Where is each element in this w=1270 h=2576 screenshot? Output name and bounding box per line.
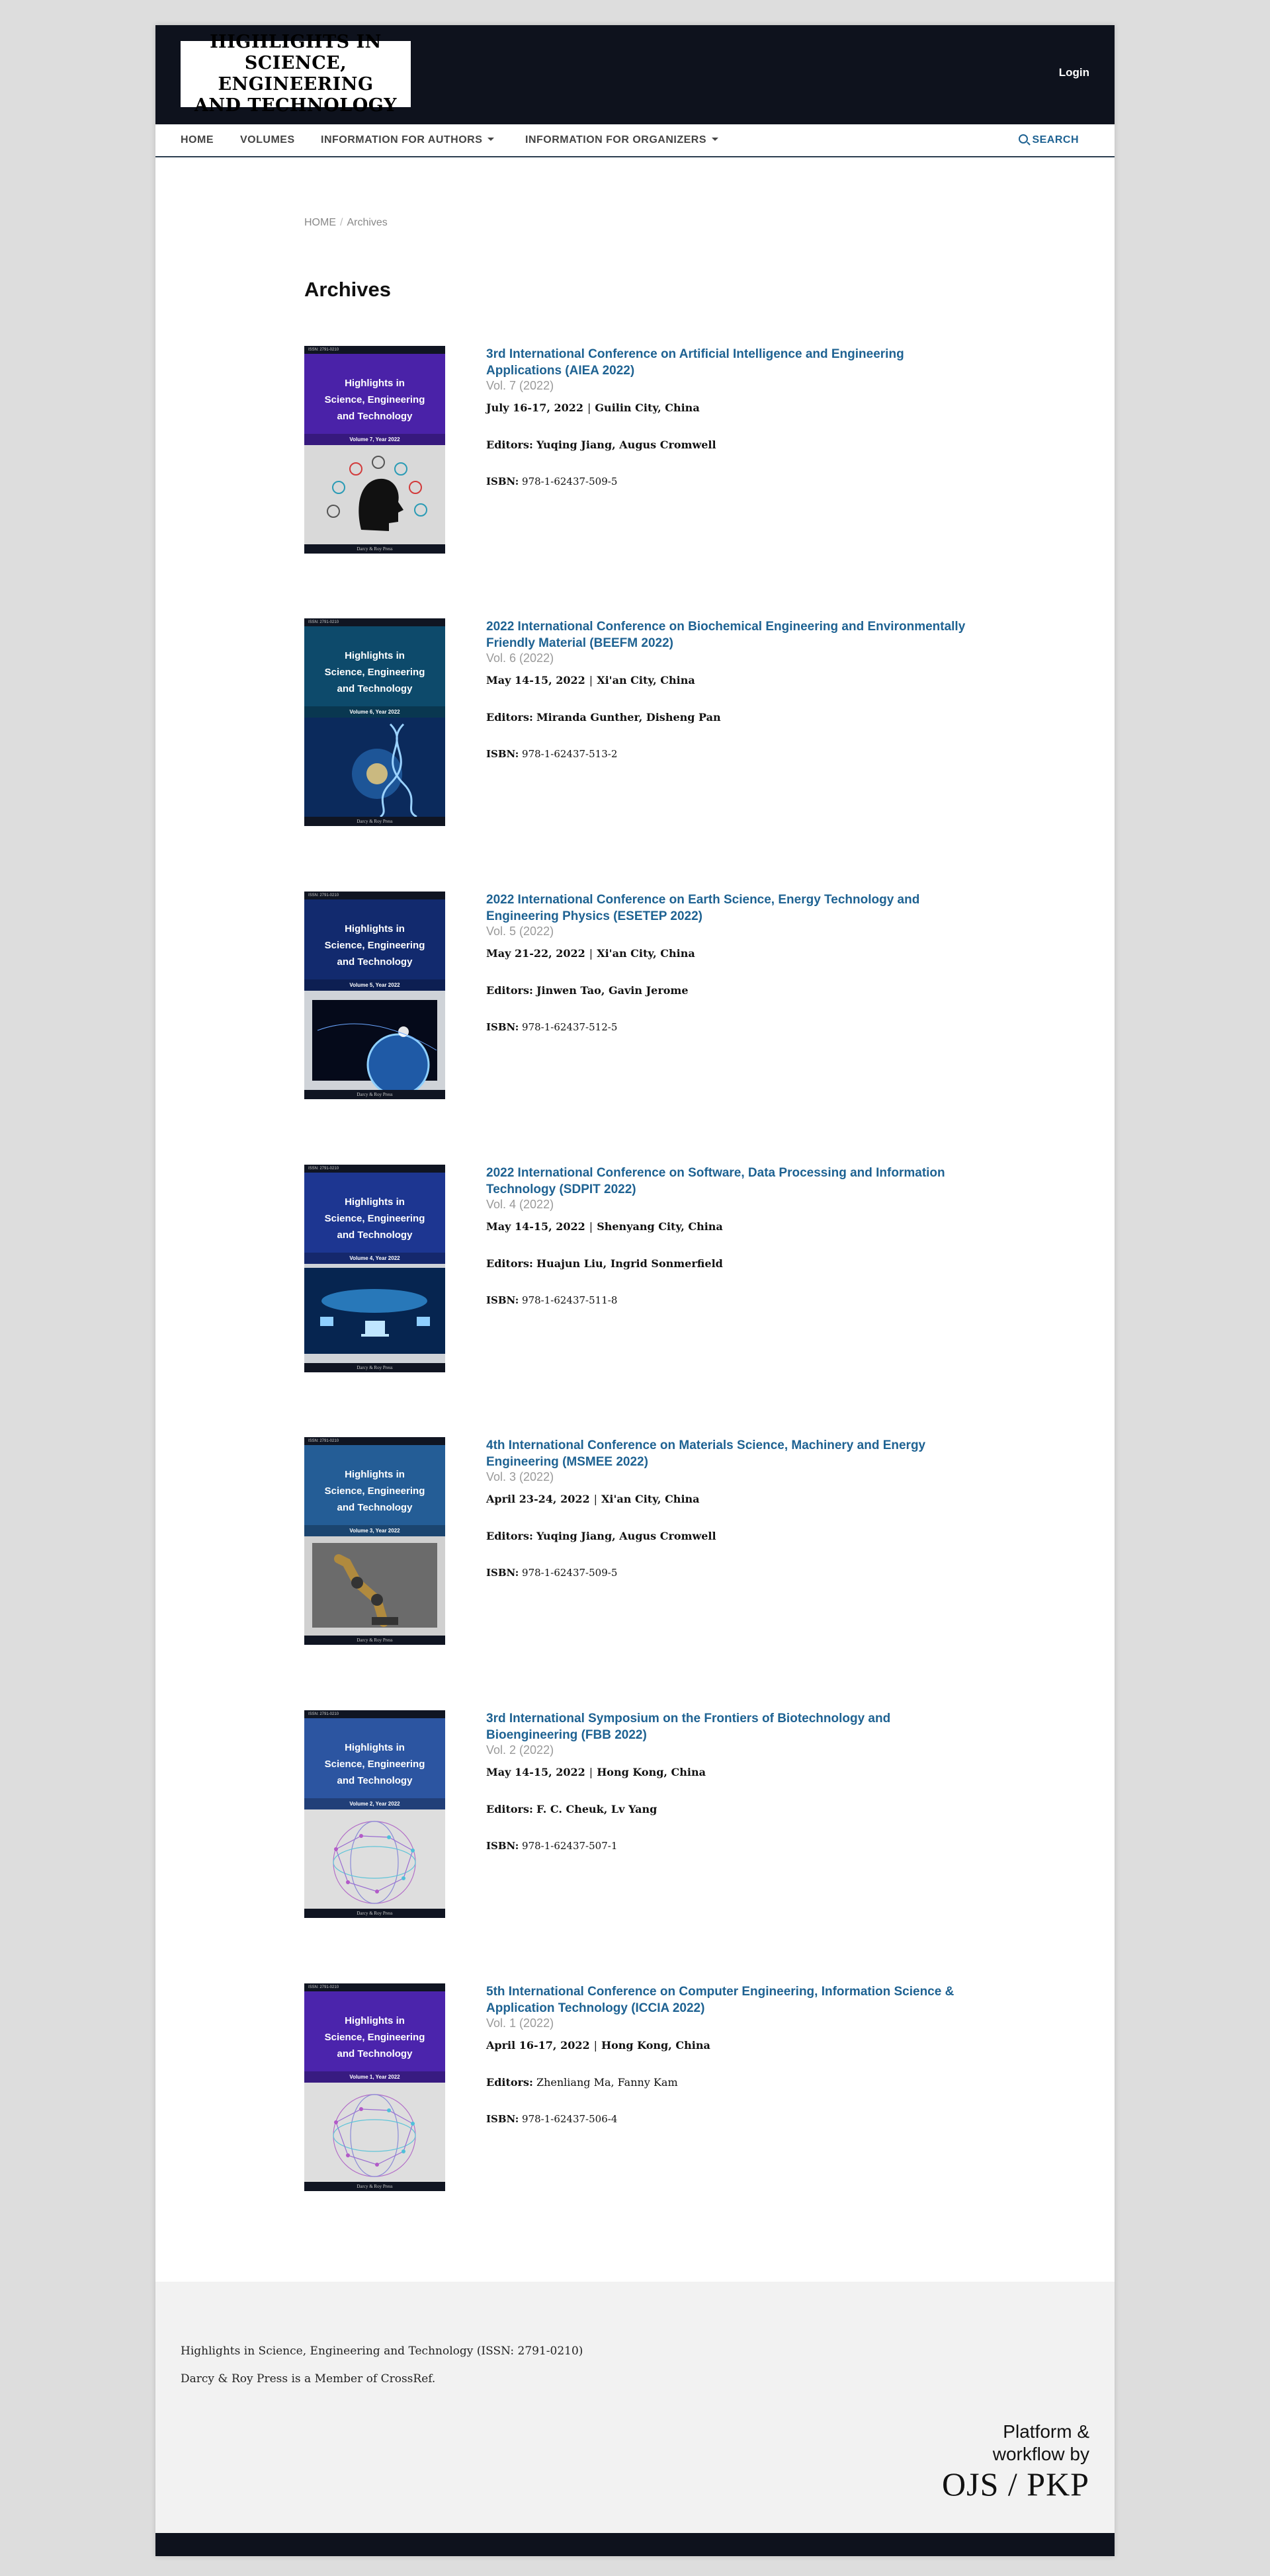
- issue-summary: [304, 618, 979, 830]
- issue-title-link[interactable]: 3rd International Symposium on the Frontiers of Biotechnology and Bioengineering (FBB 2022): [486, 1712, 891, 1742]
- cover-publisher: Darcy & Roy Press: [304, 1363, 445, 1372]
- cover-title-band: [304, 1991, 445, 2083]
- divider: |: [593, 1493, 597, 1505]
- divider: |: [589, 947, 593, 960]
- logo-line: AND TECHNOLOGY: [194, 95, 398, 116]
- nav-information-for-authors[interactable]: [321, 134, 494, 146]
- issue-isbn: [486, 748, 617, 760]
- issue-date-location: [486, 674, 695, 686]
- breadcrumb-separator: /: [340, 217, 343, 228]
- divider: |: [593, 2039, 597, 2052]
- cover-volume-label: Volume 1, Year 2022: [304, 2071, 445, 2083]
- cover-title-line: Highlights in: [345, 1196, 405, 1208]
- cover-illustration: [304, 445, 445, 544]
- issue-date: May 14-15, 2022: [486, 674, 585, 686]
- issue-date-location: [486, 947, 695, 960]
- nav-label: VOLUMES: [240, 134, 295, 145]
- cover-publisher: Darcy & Roy Press: [304, 544, 445, 554]
- cover-publisher: Darcy & Roy Press: [304, 1090, 445, 1099]
- cover-title-line: and Technology: [337, 1229, 413, 1241]
- issue-date-location: [486, 1493, 700, 1505]
- editors-names: Miranda Gunther, Disheng Pan: [536, 711, 721, 724]
- isbn-label: ISBN:: [486, 1840, 519, 1852]
- cover-title-line: Science, Engineering: [324, 1485, 425, 1497]
- issue-cover-image[interactable]: [304, 346, 445, 554]
- issue-summary: [304, 1437, 979, 1649]
- issue-isbn: [486, 1840, 617, 1852]
- cover-publisher: Darcy & Roy Press: [304, 1909, 445, 1918]
- footer-crossref-info: Darcy & Roy Press is a Member of CrossRef.: [181, 2372, 436, 2386]
- cover-title-line: and Technology: [337, 410, 413, 422]
- isbn-label: ISBN:: [486, 748, 519, 760]
- issue-date: May 14-15, 2022: [486, 1766, 585, 1778]
- issue-location: Xi'an City, China: [597, 947, 695, 960]
- issue-isbn: [486, 1567, 617, 1579]
- issue-cover-image[interactable]: [304, 618, 445, 826]
- cover-illustration: [304, 1809, 445, 1909]
- issue-date: April 23-24, 2022: [486, 1493, 590, 1505]
- cover-publisher: Darcy & Roy Press: [304, 2182, 445, 2191]
- isbn-label: ISBN:: [486, 2113, 519, 2125]
- nav-volumes[interactable]: [240, 134, 295, 146]
- issue-date-location: [486, 2039, 710, 2052]
- cover-publisher: Darcy & Roy Press: [304, 1636, 445, 1645]
- issue-editors: [486, 984, 689, 997]
- search-label: SEARCH: [1032, 134, 1079, 145]
- cover-title-line: Highlights in: [345, 649, 405, 661]
- cover-title-band: [304, 1445, 445, 1536]
- cover-title-line: and Technology: [337, 1501, 413, 1513]
- issue-title-link[interactable]: 2022 International Conference on Earth Science, Energy Technology and Engineering Physics (ESETEP 2022): [486, 893, 920, 923]
- divider: |: [587, 401, 591, 414]
- page-title: Archives: [304, 278, 391, 301]
- cover-title-line: Science, Engineering: [324, 2031, 425, 2043]
- issue-location: Shenyang City, China: [597, 1220, 723, 1233]
- cover-volume-label: Volume 7, Year 2022: [304, 434, 445, 445]
- cover-issn: ISSN: 2791-0210: [304, 346, 445, 354]
- logo-line: HIGHLIGHTS IN: [210, 32, 382, 52]
- editors-label: Editors:: [486, 438, 533, 451]
- issue-isbn: [486, 2113, 617, 2125]
- issue-isbn: [486, 476, 617, 487]
- logo-line: SCIENCE, ENGINEERING: [218, 53, 374, 95]
- cover-title-line: and Technology: [337, 956, 413, 968]
- issue-location: Guilin City, China: [595, 401, 700, 414]
- issue-cover-image[interactable]: [304, 892, 445, 1099]
- cover-title-line: Science, Engineering: [324, 1212, 425, 1224]
- cover-illustration: [304, 718, 445, 817]
- issue-editors: [486, 1530, 716, 1542]
- nav-information-for-organizers[interactable]: [525, 134, 718, 146]
- issue-location: Hong Kong, China: [601, 2039, 710, 2052]
- cover-title-line: Science, Engineering: [324, 666, 425, 678]
- issue-series: Vol. 5 (2022): [486, 925, 554, 938]
- cover-title-band: [304, 899, 445, 991]
- issue-title-link[interactable]: 3rd International Conference on Artificial Intelligence and Engineering Applications (AIEA 2022): [486, 347, 904, 378]
- caret-down-icon: [487, 138, 494, 141]
- issue-title-link[interactable]: 5th International Conference on Computer Engineering, Information Science & Application Technology (ICCIA 2022): [486, 1985, 954, 2015]
- cover-title-line: Science, Engineering: [324, 1758, 425, 1770]
- issue-cover-image[interactable]: [304, 1165, 445, 1372]
- issue-title-link[interactable]: 4th International Conference on Materials Science, Machinery and Energy Engineering (MSMEE 2022): [486, 1438, 926, 1469]
- cover-issn: ISSN: 2791-0210: [304, 618, 445, 626]
- cover-issn: ISSN: 2791-0210: [304, 1983, 445, 1991]
- nav-label: INFORMATION FOR AUTHORS: [321, 134, 483, 145]
- cover-illustration: [304, 991, 445, 1090]
- login-link[interactable]: Login: [1058, 66, 1089, 79]
- footer-journal-info: Highlights in Science, Engineering and Technology (ISSN: 2791-0210): [181, 2345, 583, 2358]
- isbn-value: 978-1-62437-512-5: [522, 1021, 618, 1033]
- issue-summary: [304, 346, 979, 558]
- issue-editors: [486, 438, 716, 451]
- editors-label: Editors:: [486, 1803, 533, 1815]
- issue-location: Xi'an City, China: [601, 1493, 700, 1505]
- issue-date-location: [486, 1766, 706, 1778]
- issue-cover-image[interactable]: [304, 1983, 445, 2191]
- editors-names: Yuqing Jiang, Augus Cromwell: [536, 438, 716, 451]
- nav-label: HOME: [181, 134, 214, 145]
- cover-issn: ISSN: 2791-0210: [304, 1710, 445, 1718]
- cover-issn: ISSN: 2791-0210: [304, 1437, 445, 1445]
- site-header: [155, 25, 1115, 124]
- page-container: [155, 25, 1115, 2556]
- cover-title-line: Highlights in: [345, 923, 405, 935]
- issue-series: Vol. 1 (2022): [486, 2016, 554, 2030]
- issue-summary: [304, 1710, 979, 1922]
- issue-series: Vol. 2 (2022): [486, 1743, 554, 1757]
- cover-title-band: [304, 626, 445, 718]
- issue-date: May 14-15, 2022: [486, 1220, 585, 1233]
- cover-title-line: and Technology: [337, 2048, 413, 2059]
- issue-isbn: [486, 1021, 617, 1033]
- issue-cover-image[interactable]: [304, 1710, 445, 1918]
- editors-label: Editors:: [486, 984, 533, 997]
- issue-date-location: [486, 401, 700, 414]
- isbn-value: 978-1-62437-513-2: [522, 748, 618, 760]
- editors-label: Editors:: [486, 1257, 533, 1270]
- issue-date: July 16-17, 2022: [486, 401, 583, 414]
- issue-summary: [304, 892, 979, 1103]
- breadcrumb-current: Archives: [347, 217, 388, 228]
- cover-title-line: Highlights in: [345, 377, 405, 389]
- site-logo[interactable]: [181, 32, 411, 116]
- issue-title-link[interactable]: 2022 International Conference on Software, Data Processing and Information Technology (SDPIT 2022): [486, 1166, 945, 1196]
- issue-editors: [486, 1257, 723, 1270]
- pkp-line: workflow by: [992, 2444, 1089, 2464]
- issue-isbn: [486, 1294, 617, 1306]
- cover-volume-label: Volume 2, Year 2022: [304, 1798, 445, 1809]
- site-footer: [155, 2282, 1115, 2533]
- isbn-value: 978-1-62437-509-5: [522, 476, 618, 487]
- isbn-label: ISBN:: [486, 476, 519, 487]
- cover-title-band: [304, 1718, 445, 1809]
- breadcrumb-home[interactable]: HOME: [304, 217, 336, 228]
- main-nav: [155, 124, 1115, 157]
- cover-title-line: Science, Engineering: [324, 939, 425, 951]
- editors-names: F. C. Cheuk, Lv Yang: [536, 1803, 657, 1815]
- editors-names: Jinwen Tao, Gavin Jerome: [536, 984, 689, 997]
- cover-title-band: [304, 354, 445, 445]
- issue-date-location: [486, 1220, 723, 1233]
- issue-title-link[interactable]: 2022 International Conference on Biochemical Engineering and Environmentally Friendly Material (BEEFM 2022): [486, 620, 966, 650]
- isbn-value: 978-1-62437-507-1: [522, 1840, 618, 1852]
- isbn-label: ISBN:: [486, 1021, 519, 1033]
- isbn-label: ISBN:: [486, 1567, 519, 1579]
- issue-series: Vol. 6 (2022): [486, 651, 554, 665]
- isbn-label: ISBN:: [486, 1294, 519, 1306]
- cover-title-line: Highlights in: [345, 1468, 405, 1480]
- pkp-brand-link[interactable]: [942, 2421, 1089, 2503]
- nav-label: INFORMATION FOR ORGANIZERS: [525, 134, 707, 145]
- caret-down-icon: [712, 138, 718, 141]
- editors-label: Editors:: [486, 1530, 533, 1542]
- cover-publisher: Darcy & Roy Press: [304, 817, 445, 826]
- cover-illustration: [304, 1264, 445, 1363]
- cover-volume-label: Volume 4, Year 2022: [304, 1253, 445, 1264]
- cover-title-line: Highlights in: [345, 1741, 405, 1753]
- isbn-value: 978-1-62437-509-5: [522, 1567, 618, 1579]
- cover-title-band: [304, 1173, 445, 1264]
- editors-names: Yuqing Jiang, Augus Cromwell: [536, 1530, 716, 1542]
- ojs-pkp-logo: OJS / PKP: [942, 2466, 1089, 2503]
- issue-summary: [304, 1983, 979, 2195]
- isbn-value: 978-1-62437-506-4: [522, 2113, 618, 2125]
- cover-volume-label: Volume 5, Year 2022: [304, 979, 445, 991]
- issue-date: May 21-22, 2022: [486, 947, 585, 960]
- cover-issn: ISSN: 2791-0210: [304, 892, 445, 899]
- cover-title-line: Science, Engineering: [324, 394, 425, 405]
- cover-title-line: and Technology: [337, 1774, 413, 1786]
- issue-editors: [486, 2076, 678, 2089]
- search-icon: [1019, 134, 1028, 144]
- issue-cover-image[interactable]: [304, 1437, 445, 1645]
- issue-location: Xi'an City, China: [597, 674, 695, 686]
- issue-series: Vol. 7 (2022): [486, 379, 554, 392]
- issue-date: April 16-17, 2022: [486, 2039, 590, 2052]
- editors-label: Editors:: [486, 711, 533, 724]
- issue-location: Hong Kong, China: [597, 1766, 706, 1778]
- divider: |: [589, 1766, 593, 1778]
- issue-summary: [304, 1165, 979, 1376]
- cover-illustration: [304, 1536, 445, 1636]
- editors-names: Huajun Liu, Ingrid Sonmerfield: [536, 1257, 723, 1270]
- editors-label: Editors:: [486, 2076, 533, 2089]
- search-link[interactable]: [1019, 134, 1079, 146]
- isbn-value: 978-1-62437-511-8: [522, 1294, 618, 1306]
- cover-issn: ISSN: 2791-0210: [304, 1165, 445, 1173]
- breadcrumb: [304, 217, 388, 229]
- cover-title-line: and Technology: [337, 683, 413, 694]
- editors-names: Zhenliang Ma, Fanny Kam: [536, 2076, 678, 2089]
- divider: |: [589, 1220, 593, 1233]
- footer-bottom-bar: [155, 2533, 1115, 2556]
- issue-series: Vol. 4 (2022): [486, 1198, 554, 1211]
- pkp-line: Platform &: [1003, 2421, 1089, 2442]
- cover-title-line: Highlights in: [345, 2015, 405, 2026]
- issue-series: Vol. 3 (2022): [486, 1470, 554, 1483]
- nav-home[interactable]: [181, 134, 214, 146]
- cover-illustration: [304, 2083, 445, 2182]
- divider: |: [589, 674, 593, 686]
- cover-volume-label: Volume 6, Year 2022: [304, 706, 445, 718]
- issue-editors: [486, 1803, 657, 1815]
- cover-volume-label: Volume 3, Year 2022: [304, 1525, 445, 1536]
- issue-editors: [486, 711, 721, 724]
